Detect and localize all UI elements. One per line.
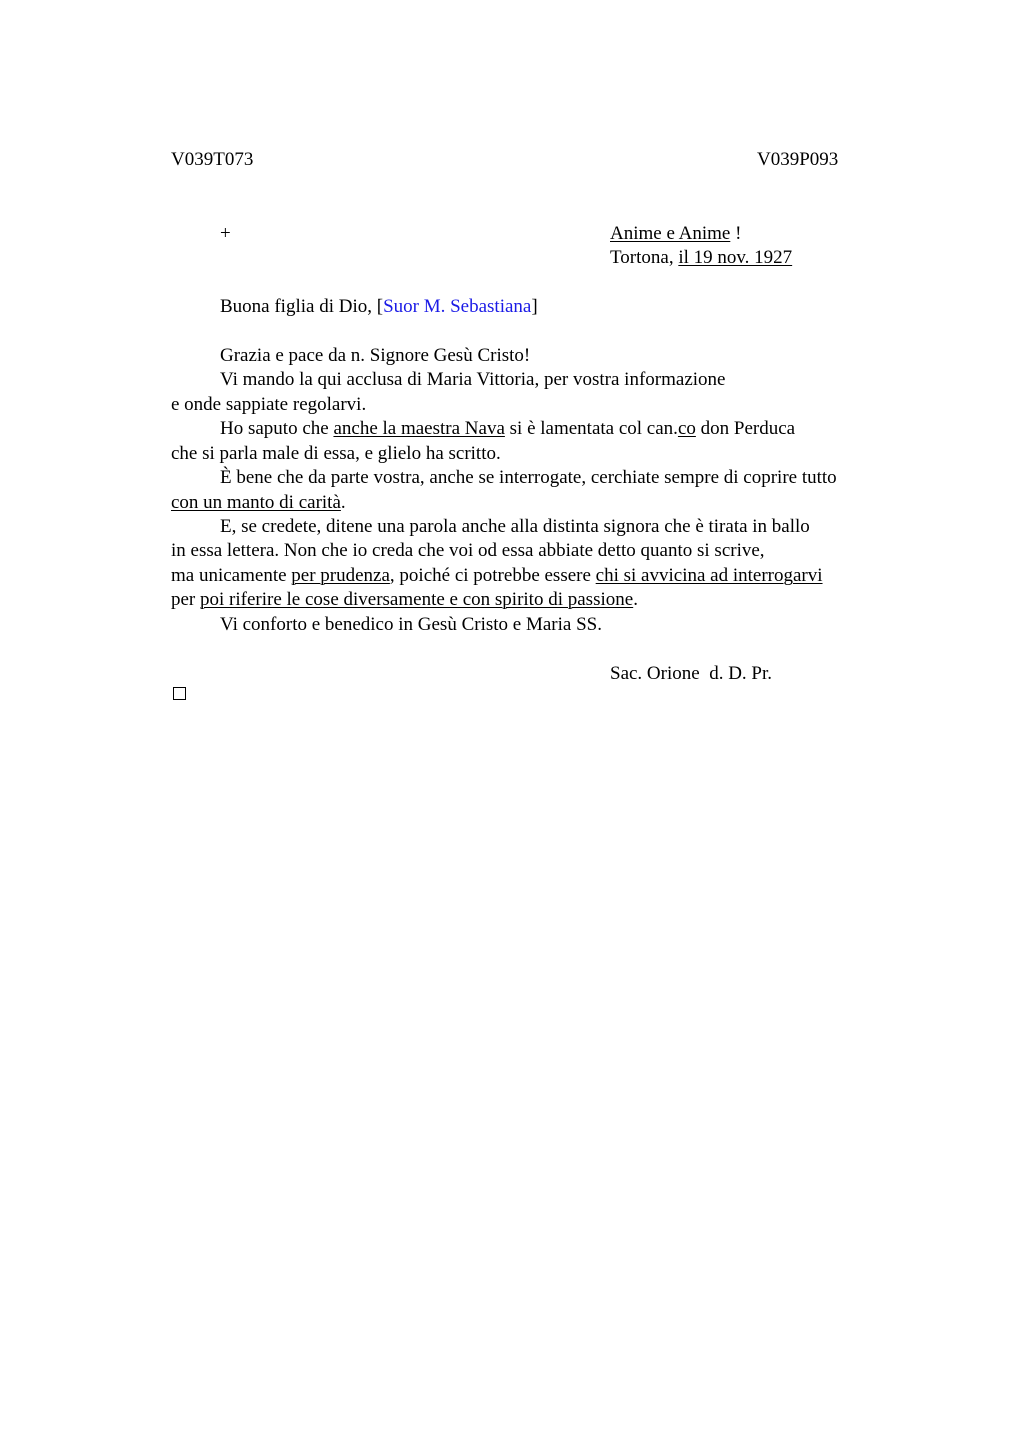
- salutation: [220, 297, 538, 316]
- signature: Sac. Orione d. D. Pr.: [610, 663, 773, 684]
- motto: [610, 224, 741, 243]
- body-line-10-b: , poiché ci potrebbe essere: [389, 565, 596, 586]
- body-line-1: Grazia e pace da n. Signore Gesù Cristo!: [220, 345, 531, 366]
- body-line-5: che si parla male di essa, e glielo ha scritto.: [171, 443, 501, 464]
- body-line-10-underlined-2: chi si avvicina ad interrogarvi: [595, 565, 823, 586]
- body-line-7: [171, 493, 346, 512]
- recipient-name: Suor M. Sebastiana: [383, 296, 532, 317]
- end-square-icon: [173, 687, 186, 700]
- body-line-4-underlined-1: anche la maestra Nava: [333, 418, 505, 439]
- document-code-right: V039P093: [757, 149, 839, 170]
- body-line-4-underlined-2: co: [677, 418, 696, 439]
- body-line-4: [220, 419, 795, 438]
- place-date-line: [610, 248, 792, 267]
- body-line-2: Vi mando la qui acclusa di Maria Vittoria, per vostra informazione: [220, 369, 726, 390]
- body-line-6: È bene che da parte vostra, anche se interrogate, cerchiate sempre di coprire tutto: [220, 467, 837, 488]
- place: Tortona,: [610, 247, 679, 268]
- body-line-4-b: si è lamentata col can.: [504, 418, 678, 439]
- motto-text: Anime e Anime: [610, 223, 731, 244]
- body-line-11-tail: .: [633, 589, 638, 610]
- document-code-left: V039T073: [171, 149, 254, 170]
- body-line-11-a: per: [171, 589, 201, 610]
- salutation-close: ]: [531, 296, 538, 317]
- body-line-9: in essa lettera. Non che io creda che voi od essa abbiate detto quanto si scrive,: [171, 540, 765, 561]
- motto-exclamation: !: [730, 223, 742, 244]
- body-line-3: e onde sappiate regolarvi.: [171, 394, 367, 415]
- body-line-4-a: Ho saputo che: [220, 418, 334, 439]
- body-line-10-underlined-1: per prudenza: [291, 565, 390, 586]
- body-line-4-c: don Perduca: [695, 418, 796, 439]
- body-line-8: E, se credete, ditene una parola anche alla distinta signora che è tirata in ballo: [220, 516, 810, 537]
- body-line-11: [171, 590, 638, 609]
- body-line-10: [171, 566, 823, 585]
- body-line-7-tail: .: [340, 492, 346, 513]
- body-line-10-a: ma unicamente: [171, 565, 292, 586]
- body-line-12: Vi conforto e benedico in Gesù Cristo e Maria SS.: [220, 614, 602, 635]
- body-line-7-underlined: con un manto di carità: [171, 492, 341, 513]
- cross-symbol: +: [220, 223, 231, 244]
- salutation-text: Buona figlia di Dio, [: [220, 296, 384, 317]
- date: il 19 nov. 1927: [678, 247, 793, 268]
- body-line-11-underlined: poi riferire le cose diversamente e con spirito di passione: [200, 589, 634, 610]
